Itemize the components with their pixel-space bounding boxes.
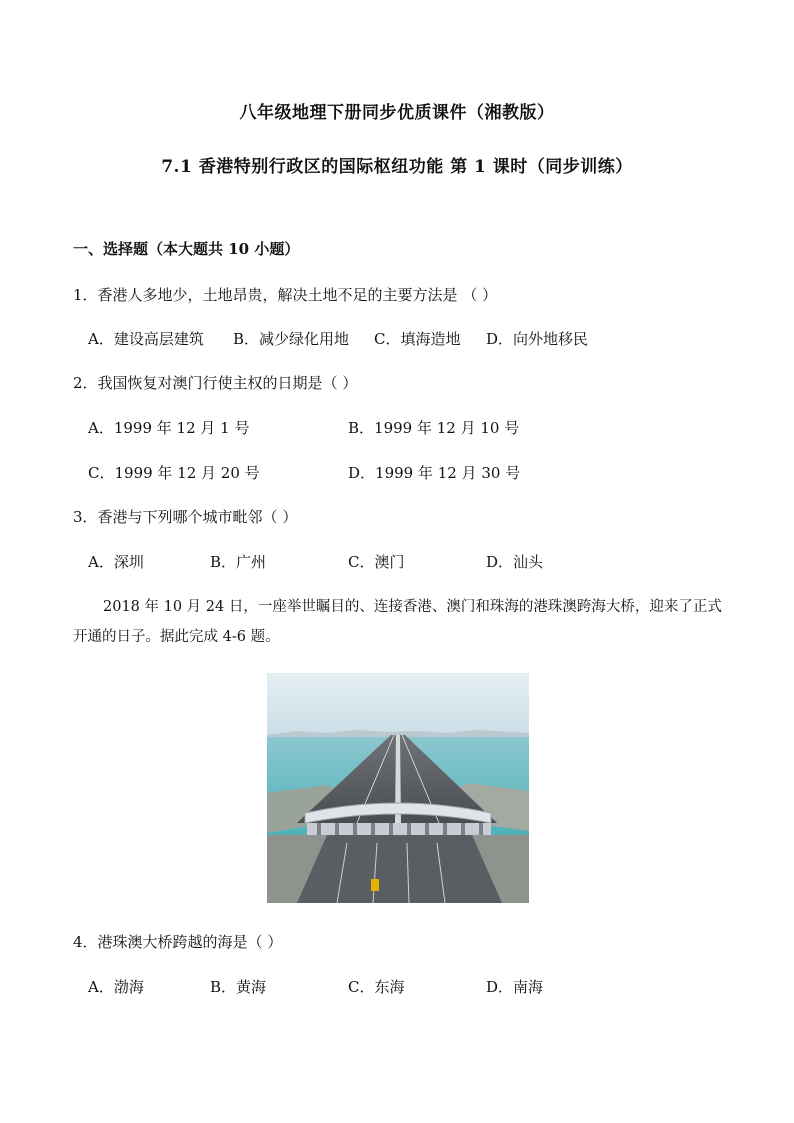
question-4-option-d: D．南海	[486, 978, 544, 996]
question-2-option-c: C．1999 年 12 月 20 号	[88, 464, 260, 482]
question-3-option-a: A．深圳	[88, 553, 144, 571]
question-4-option-a: A．渤海	[88, 978, 144, 996]
question-3-stem: 3．香港与下列哪个城市毗邻（ ）	[73, 508, 298, 526]
reading-passage: 2018 年 10 月 24 日，一座举世瞩目的、连接香港、澳门和珠海的港珠澳跨海大桥，迎来了正式开通的日子。据此完成 4-6 题。	[73, 599, 722, 645]
question-3-option-d: D．汕头	[486, 553, 544, 571]
question-2-stem: 2．我国恢复对澳门行使主权的日期是（ ）	[73, 374, 358, 392]
document-subtitle: 7.1 香港特别行政区的国际枢纽功能 第 1 课时（同步训练）	[161, 157, 633, 177]
question-2-option-d: D．1999 年 12 月 30 号	[348, 464, 521, 482]
question-4-option-b: B．黄海	[210, 978, 267, 996]
question-3-option-c: C．澳门	[348, 553, 405, 571]
document-title: 八年级地理下册同步优质课件（湘教版）	[239, 103, 555, 123]
question-1-option-b: B．减少绿化用地	[233, 330, 350, 348]
question-1-stem: 1．香港人多地少，土地昂贵，解决土地不足的主要方法是 （ ）	[73, 286, 498, 304]
question-4-option-c: C．东海	[348, 978, 405, 996]
question-1-option-a: A．建设高层建筑	[88, 330, 204, 348]
bridge-photo	[267, 673, 529, 903]
question-3-option-b: B．广州	[210, 553, 267, 571]
question-4-stem: 4．港珠澳大桥跨越的海是（ ）	[73, 933, 283, 951]
question-2-option-b: B．1999 年 12 月 10 号	[348, 419, 520, 437]
question-1-option-c: C．填海造地	[374, 330, 461, 348]
question-1-option-d: D．向外地移民	[486, 330, 589, 348]
section-heading: 一、选择题（本大题共 10 小题）	[73, 240, 300, 258]
question-2-option-a: A．1999 年 12 月 1 号	[88, 419, 250, 437]
